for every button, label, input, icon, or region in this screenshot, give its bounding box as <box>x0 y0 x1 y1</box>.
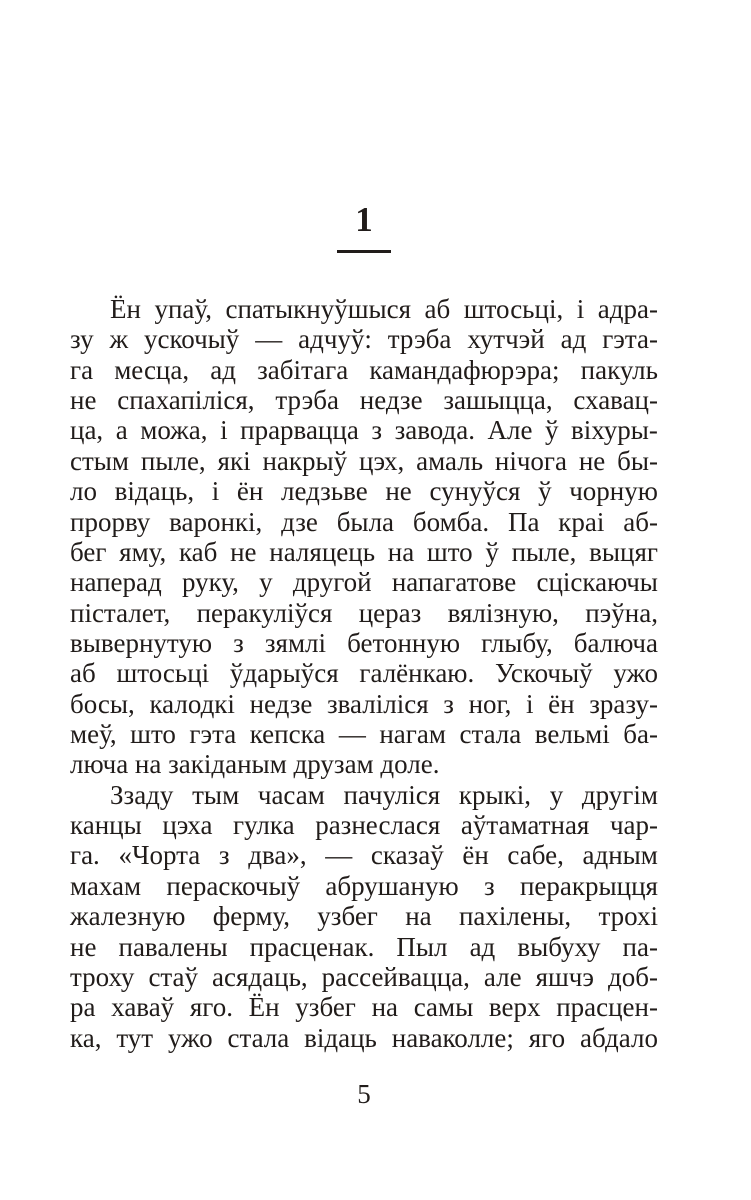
word: перакуліўся <box>196 597 333 628</box>
text-line: люча на закіданым друзам доле. <box>70 749 440 780</box>
word: Ускочыў <box>494 658 593 689</box>
word: жалезную <box>70 901 186 932</box>
word: вялізную, <box>447 597 559 628</box>
text-line <box>70 476 658 506</box>
text-line <box>70 962 658 992</box>
word: — <box>338 719 366 750</box>
word: тым <box>192 779 240 810</box>
word: бомба. <box>412 506 490 537</box>
word: два», <box>248 840 307 871</box>
word: самы <box>413 992 474 1023</box>
word: абрушаную <box>325 870 459 901</box>
text-line <box>70 689 658 719</box>
word: напагатове <box>391 567 517 598</box>
text-line <box>70 567 658 597</box>
word: ён <box>236 476 264 507</box>
word: чорную <box>569 476 658 507</box>
text-line <box>70 355 658 385</box>
word: ледзьве <box>280 476 368 507</box>
word: рассейвацца, <box>321 961 470 992</box>
text-line <box>70 446 658 476</box>
word: наваколле; <box>391 1022 514 1053</box>
word: сунуўся <box>429 476 521 507</box>
word: бы- <box>617 445 658 476</box>
word: штосьці, <box>463 294 564 324</box>
word: узбег <box>295 992 356 1023</box>
word: ног, <box>468 688 512 719</box>
text-line <box>70 780 658 810</box>
word: аб <box>70 658 96 689</box>
word: часам <box>257 779 325 810</box>
word: ба- <box>623 719 658 750</box>
word: аўтаматная <box>460 810 590 841</box>
text-line <box>70 598 658 628</box>
word: спатыкнуўшыся <box>225 294 412 324</box>
word: ускочыў <box>144 324 240 355</box>
word: выцяг <box>589 536 658 567</box>
word: ра <box>70 992 96 1023</box>
word: відаць, <box>114 476 195 507</box>
word: сказаў <box>370 840 444 871</box>
word: на <box>371 992 399 1023</box>
word: схавац- <box>573 385 658 416</box>
word: ён <box>462 840 489 871</box>
word: што <box>130 719 176 750</box>
text-line <box>70 810 658 840</box>
word: хутчэй <box>467 324 545 355</box>
word: прорву <box>70 506 151 537</box>
word: меў, <box>70 719 117 750</box>
word: з <box>483 870 495 901</box>
word: гэта- <box>602 324 658 355</box>
text-line <box>70 628 658 658</box>
word: гэта <box>189 719 237 750</box>
word: трэба <box>387 324 452 355</box>
text-line <box>70 932 658 962</box>
word: з <box>233 627 244 658</box>
word: віхуры- <box>571 415 658 446</box>
word: цэх, <box>359 445 405 476</box>
word: наперад <box>70 567 162 598</box>
chapter-divider-rule <box>337 250 391 253</box>
text-line <box>70 415 658 445</box>
word: з <box>371 415 383 446</box>
word: другім <box>581 779 658 810</box>
text-line <box>70 992 658 1022</box>
word: наляцець <box>269 536 376 567</box>
word: стым <box>70 445 130 476</box>
word: дзе <box>281 506 318 537</box>
word: ужо <box>167 1022 213 1053</box>
word: адчуў: <box>298 324 372 355</box>
word: па- <box>622 931 658 962</box>
text-line <box>70 840 658 870</box>
word: пісталет, <box>70 597 171 628</box>
word: пераскочыў <box>166 870 301 901</box>
text-line <box>70 901 658 931</box>
word: пэўна, <box>585 597 658 628</box>
word: павалены <box>118 931 228 962</box>
word: не <box>385 476 412 507</box>
word: што <box>426 536 473 567</box>
word: — <box>325 840 353 871</box>
word: перакрыцця <box>519 870 658 901</box>
word: ўдарыўся <box>229 658 339 689</box>
word: недзе <box>359 385 423 416</box>
word: зразу- <box>589 688 658 719</box>
word: а <box>115 415 128 446</box>
page-number: 5 <box>357 1079 371 1109</box>
text-line <box>70 1023 658 1053</box>
chapter-number: 1 <box>355 200 373 239</box>
word: абдало <box>579 1022 658 1053</box>
word: з <box>218 840 230 871</box>
word: ад <box>210 354 236 385</box>
word: канцы <box>70 810 142 841</box>
word: ло <box>70 476 97 507</box>
word: махам <box>70 870 142 901</box>
word: троху <box>70 961 135 992</box>
word: пыле, <box>140 445 206 476</box>
word: цераз <box>358 597 422 628</box>
word: не <box>578 445 606 476</box>
word: з <box>443 688 454 719</box>
word: у <box>549 779 564 810</box>
word: была <box>336 506 395 537</box>
word: вывернутую <box>70 627 213 658</box>
word: Па <box>507 506 540 537</box>
word: галёнкаю. <box>359 658 475 689</box>
word: асядаць, <box>212 961 308 992</box>
word: у <box>259 567 273 598</box>
word: накрыў <box>262 445 348 476</box>
word: зу <box>70 324 94 355</box>
word: цэха <box>162 810 213 841</box>
word: на <box>387 536 415 567</box>
word: ў <box>538 476 552 507</box>
word: на <box>405 901 432 932</box>
word: Пыл <box>396 931 448 962</box>
word: другой <box>292 567 372 598</box>
word: можа, <box>140 415 208 446</box>
word: ён <box>548 688 575 719</box>
word: га <box>70 354 94 385</box>
word: які <box>217 445 251 476</box>
word: завода. <box>394 415 475 446</box>
text-line <box>70 507 658 537</box>
word: відаць <box>304 1022 377 1053</box>
word: крыкі, <box>458 779 531 810</box>
word: прарвацца <box>240 415 359 446</box>
text-line <box>70 294 658 324</box>
word: нагам <box>379 719 446 750</box>
page-text <box>70 294 658 1053</box>
word: — <box>255 324 283 355</box>
word: аб- <box>623 506 658 537</box>
word: адным <box>582 840 658 871</box>
text-line <box>70 537 658 567</box>
word: верх <box>488 992 541 1023</box>
word: спахапіліся, <box>117 385 255 416</box>
word: і <box>576 294 585 324</box>
word: яшчэ <box>535 961 594 992</box>
word: яму, <box>119 536 167 567</box>
word: бетонную <box>347 627 461 658</box>
word: ў <box>545 415 559 446</box>
word: чар- <box>609 810 658 841</box>
word: і <box>211 476 220 507</box>
word: не <box>230 536 257 567</box>
word: упаў, <box>154 294 212 324</box>
word: стала <box>227 1022 290 1053</box>
text-line <box>70 324 658 354</box>
word: выбуху <box>517 931 601 962</box>
word: недзе <box>249 688 313 719</box>
word: яго <box>528 1022 566 1053</box>
word: пахілены, <box>458 901 572 932</box>
word: каб <box>178 536 218 567</box>
word: хаваў <box>111 992 175 1023</box>
word: сціскаючы <box>536 567 658 598</box>
word: пыле, <box>511 536 577 567</box>
word: босы, <box>70 688 135 719</box>
word: камандафюрэра; <box>369 354 560 385</box>
word: адра- <box>597 294 658 324</box>
word: Але <box>487 415 533 446</box>
word: Ён <box>110 294 141 324</box>
word: тут <box>116 1022 154 1053</box>
word: пакуль <box>580 354 658 385</box>
text-line <box>70 719 658 749</box>
word: доб- <box>607 961 658 992</box>
word: стаў <box>148 961 199 992</box>
word: штосьці <box>116 658 210 689</box>
word: трохі <box>598 901 658 932</box>
word: краі <box>558 506 605 537</box>
text-line <box>70 658 658 688</box>
word: ад <box>560 324 587 355</box>
word: ца, <box>70 415 104 446</box>
word: ужо <box>613 658 658 689</box>
word: гулка <box>233 810 295 841</box>
word: ж <box>109 324 129 355</box>
text-line <box>70 385 658 415</box>
word: аб <box>424 294 451 324</box>
text-line <box>70 871 658 901</box>
word: руку, <box>181 567 239 598</box>
word: прасцен- <box>556 992 658 1023</box>
word: ферму, <box>212 901 290 932</box>
word: трэба <box>275 385 339 416</box>
word: зваліліся <box>327 688 429 719</box>
word: але <box>483 961 522 992</box>
word: ў <box>485 536 499 567</box>
word: сабе, <box>507 840 564 871</box>
word: не <box>70 385 97 416</box>
word: зашыцца, <box>443 385 553 416</box>
word: калодкі <box>149 688 235 719</box>
word: Ён <box>248 992 280 1023</box>
word: і <box>220 415 228 446</box>
word: «Чорта <box>118 840 201 871</box>
word: кепска <box>249 719 326 750</box>
word: бег <box>70 536 107 567</box>
word: прасценак. <box>249 931 375 962</box>
word: узбег <box>317 901 378 932</box>
word: не <box>70 931 97 962</box>
word: разнеслася <box>315 810 441 841</box>
word: стала <box>459 719 522 750</box>
word: варонкі, <box>169 506 263 537</box>
word: зямлі <box>264 627 327 658</box>
word: забітага <box>257 354 349 385</box>
word: балюча <box>573 627 658 658</box>
word: вельмі <box>534 719 610 750</box>
word: пачуліся <box>343 779 441 810</box>
word: нічога <box>494 445 567 476</box>
word: ка, <box>70 1022 102 1053</box>
word: Ззаду <box>110 779 174 810</box>
word: глыбу, <box>481 627 553 658</box>
word: ад <box>469 931 496 962</box>
word: амаль <box>416 445 484 476</box>
word: га. <box>70 840 100 871</box>
word: і <box>525 688 534 719</box>
word: месца, <box>114 354 190 385</box>
word: яго. <box>189 992 233 1023</box>
